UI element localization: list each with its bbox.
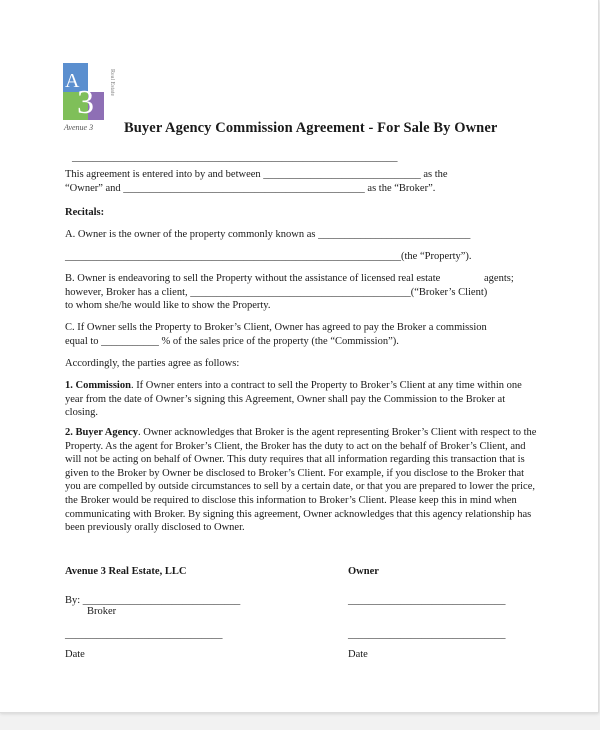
recitals-heading: Recitals:: [65, 207, 105, 218]
clause-buyer-agency-text: . Owner acknowledges that Broker is the agent representing Broker’s Client with respect to the Property. As the agent for Broker’s Client, the Broker has the duty to act on the behalf of Broker’s Client, and will not be acting on behalf of Owner. This duty requires that all information regarding this transaction that is given to the Broker by Owner be disclosed to Broker’s Client. For example, if you disclose to the Broker that you are compelled by outside circumstances to sell by a certain date, or that you are prepared to lower the price, the Broker would be required to disclose this information to Broker’s Client. Please keep this in mind when communicating with Broker. By signing this agreement, Owner acknowledges that this agency relationship has been previously orally disclosed to Owner.: [65, 427, 537, 534]
owner-date-line: ______________________________: [348, 629, 506, 640]
clause-commission: [65, 379, 537, 420]
owner-signature-heading: Owner: [348, 566, 379, 577]
clause-buyer-agency: [65, 426, 537, 535]
recital-c-line-1: C. If Owner sells the Property to Broker’s Client, Owner has agreed to pay the Broker a commission: [65, 322, 487, 333]
intro-line-1: This agreement is entered into by and between ______________________________ as the: [65, 169, 448, 180]
document-title: Buyer Agency Commission Agreement - For Sale By Owner: [124, 120, 498, 136]
recital-b-line-1-end: agents;: [484, 273, 514, 284]
clause-buyer-agency-label: 2. Buyer Agency: [65, 427, 139, 438]
owner-signature-line: ______________________________: [348, 595, 506, 606]
broker-signature-line: By: ______________________________: [65, 595, 241, 606]
recital-a-line-1: A. Owner is the owner of the property commonly known as _____________________________: [65, 229, 471, 240]
recital-a-line-2: ________________________________________________________________(the “Property”).: [65, 251, 472, 262]
avenue-3-logo-icon: [63, 63, 115, 135]
company-signature-heading: Avenue 3 Real Estate, LLC: [65, 566, 187, 577]
company-logo: [63, 63, 115, 135]
svg-text:3: 3: [77, 84, 94, 121]
clause-commission-label: 1. Commission: [65, 380, 131, 391]
clause-commission-text: . If Owner enters into a contract to sell the Property to Broker’s Client at any time within one year from the date of Owner’s signing this Agreement, Owner shall pay the Commission to the Broker at closing.: [65, 380, 522, 419]
recital-c-line-2: equal to ___________ % of the sales price of the property (the “Commission”).: [65, 336, 399, 347]
svg-text:Real Estate: Real Estate: [109, 69, 115, 97]
accordingly-text: Accordingly, the parties agree as follows:: [65, 358, 240, 369]
broker-date-line: ______________________________: [65, 629, 223, 640]
broker-label: Broker: [87, 606, 117, 617]
svg-text:A: A: [65, 70, 80, 92]
recital-b-line-1: B. Owner is endeavoring to sell the Property without the assistance of licensed real estate: [65, 273, 441, 284]
broker-date-label: Date: [65, 649, 85, 660]
svg-text:Avenue 3: Avenue 3: [64, 123, 94, 132]
recital-b-line-3: to whom she/he would like to show the Property.: [65, 300, 271, 311]
owner-date-label: Date: [348, 649, 368, 660]
intro-line-2: “Owner” and ______________________________________________ as the “Broker”.: [65, 183, 436, 194]
recital-b-line-2: however, Broker has a client, __________________________________________(“Broker’s Client): [65, 287, 488, 298]
header-underline: ______________________________________________________________: [72, 152, 398, 163]
